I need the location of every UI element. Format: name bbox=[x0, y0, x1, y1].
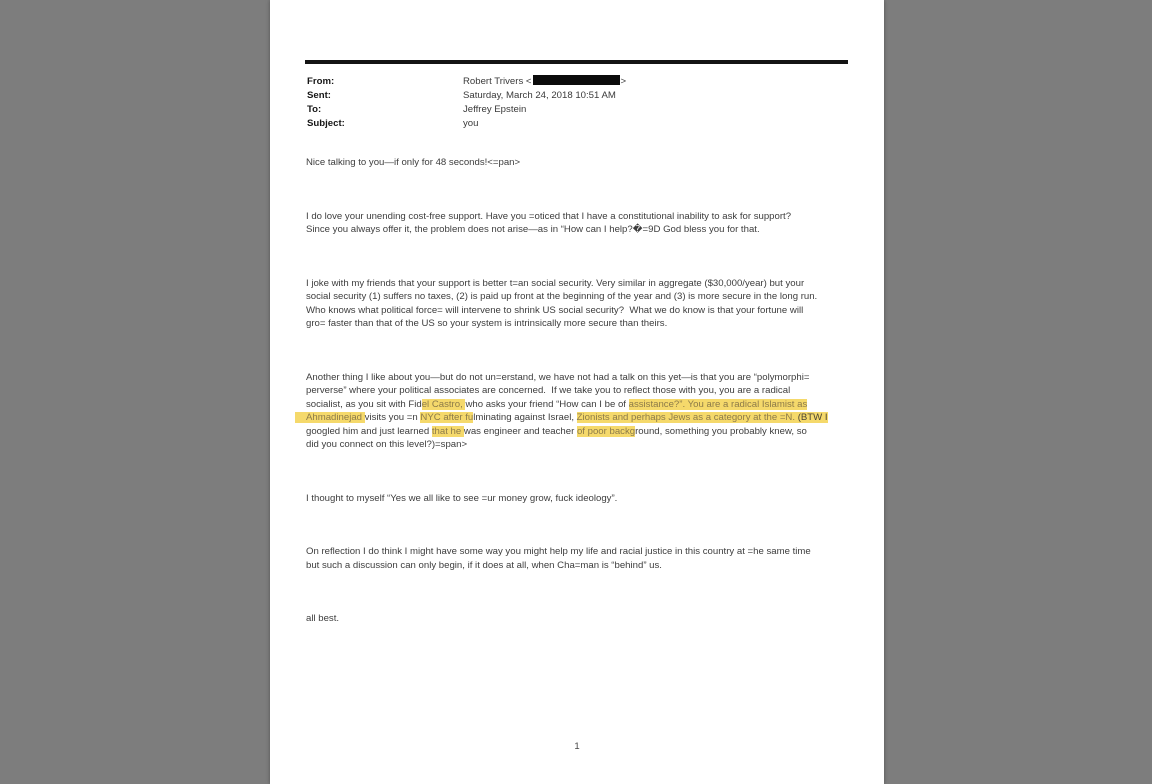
email-header bbox=[307, 75, 626, 131]
text-segment: Who knows what political force= will intervene to shrink US social security? What we do know is that your fortune will bbox=[306, 304, 804, 316]
paragraph bbox=[306, 612, 854, 626]
text-line bbox=[306, 290, 854, 304]
text-line bbox=[306, 612, 854, 626]
text-line bbox=[306, 425, 854, 439]
text-segment: visits you =n bbox=[364, 412, 421, 423]
paragraph bbox=[306, 277, 854, 331]
text-segment: Nice talking to you—if only for 48 seconds!<=pan> bbox=[306, 157, 521, 168]
highlighted-text: NYC after fu bbox=[420, 412, 474, 423]
header-value: you bbox=[463, 118, 479, 129]
text-segment: I thought to myself “Yes we all like to see =ur money grow, fuck ideology”. bbox=[306, 492, 618, 504]
text-segment: but such a discussion can only begin, if it does at all, when Cha=man is “behind” us. bbox=[306, 559, 662, 571]
highlighted-text: that he bbox=[431, 425, 464, 437]
header-row bbox=[307, 103, 626, 117]
text-segment: who asks your friend “How can I be of bbox=[465, 398, 629, 410]
paragraph bbox=[306, 545, 854, 572]
text-line bbox=[306, 371, 854, 385]
highlighted-text: assistance?”. You are a radical Islamist as bbox=[628, 398, 808, 410]
text-line bbox=[306, 210, 854, 224]
text-line bbox=[306, 545, 854, 559]
email-body bbox=[306, 156, 854, 626]
text-segment: Another thing I like about you—but do not un=erstand, we have not had a talk on this yet—is that you are “polymorphi= bbox=[306, 371, 810, 383]
highlighted-text: Zionists and perhaps Jews as a category at the =N. bbox=[576, 412, 798, 423]
text-segment: perverse” where your political associates are concerned. If we take you to reflect those with you, you are a radical bbox=[306, 385, 791, 396]
text-segment: I do love your unending cost-free support. Have you =oticed that I have a constitutional inability to ask for support? bbox=[306, 210, 792, 222]
text-segment: social security (1) suffers no taxes, (2) is paid up front at the beginning of the year and (3) is more secure in the long run. bbox=[306, 291, 818, 302]
page-number: 1 bbox=[574, 741, 580, 752]
text-segment: Since you always offer it, the problem does not arise—as in “How can I help?�=9D God bless you for that. bbox=[306, 224, 760, 235]
text-line bbox=[306, 411, 854, 425]
paragraph bbox=[306, 156, 854, 170]
text-segment: I joke with my friends that your support is better t=an social security. Very similar in aggregate ($30,000/year) but your bbox=[306, 277, 805, 289]
paragraph bbox=[306, 371, 854, 452]
header-row bbox=[307, 75, 626, 89]
text-segment: round, something you probably knew, so bbox=[635, 425, 807, 437]
redaction-box bbox=[533, 75, 620, 85]
document-page bbox=[270, 0, 884, 784]
text-line bbox=[306, 398, 854, 412]
text-line bbox=[306, 384, 854, 398]
highlighted-text: (BTW I bbox=[797, 412, 828, 423]
text-segment: On reflection I do think I might have some way you might help my life and racial justice in this country at =he same time bbox=[306, 546, 811, 557]
text-line bbox=[306, 304, 854, 318]
text-segment: googled him and just learned bbox=[306, 425, 432, 437]
header-label: To: bbox=[307, 104, 322, 115]
text-line bbox=[306, 559, 854, 573]
text-line bbox=[306, 277, 854, 291]
highlighted-text: el Castro, bbox=[421, 398, 466, 410]
paragraph bbox=[306, 210, 854, 237]
paragraph bbox=[306, 492, 854, 506]
header-label: Sent: bbox=[307, 90, 331, 101]
text-segment: gro= faster than that of the US so your system is intrinsically more secure than theirs. bbox=[306, 318, 668, 329]
text-segment: did you connect on this level?)=span> bbox=[306, 439, 468, 450]
highlighted-text: of poor backg bbox=[576, 425, 636, 437]
header-value: Robert Trivers < > bbox=[463, 76, 627, 87]
text-segment: all best. bbox=[306, 613, 340, 624]
header-row bbox=[307, 89, 626, 103]
header-label: From: bbox=[307, 76, 335, 87]
text-line bbox=[306, 492, 854, 506]
text-line bbox=[306, 438, 854, 452]
text-line bbox=[306, 223, 854, 237]
header-value: Jeffrey Epstein bbox=[463, 104, 527, 115]
text-line bbox=[306, 156, 854, 170]
text-segment: socialist, as you sit with Fid bbox=[306, 398, 422, 410]
text-line bbox=[306, 317, 854, 331]
text-segment: lminating against Israel, bbox=[473, 412, 577, 423]
highlighted-text: Ahmadinejad bbox=[306, 412, 365, 423]
header-label: Subject: bbox=[307, 118, 345, 129]
text-segment: was engineer and teacher bbox=[463, 425, 577, 437]
header-row bbox=[307, 117, 626, 131]
header-value: Saturday, March 24, 2018 10:51 AM bbox=[463, 90, 616, 101]
header-divider bbox=[305, 60, 848, 64]
